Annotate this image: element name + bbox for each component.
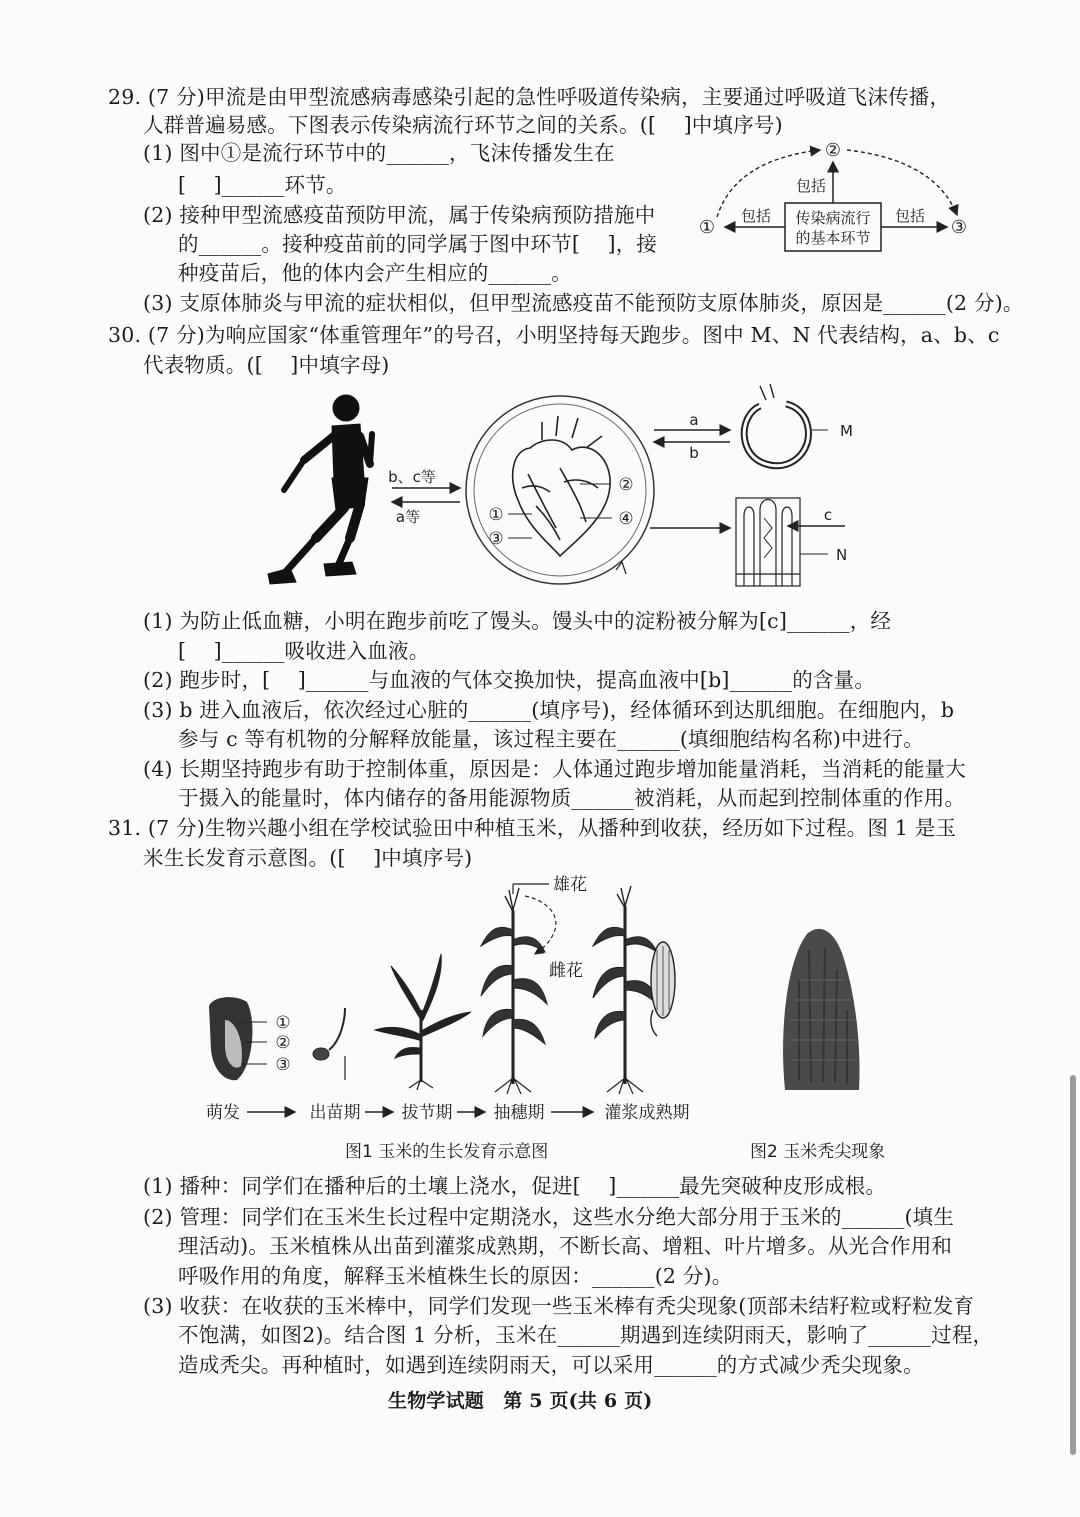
label-female-flower: 雌花 bbox=[549, 961, 583, 981]
q30-sub3-line2: 参与 c 等有机物的分解释放能量，该过程主要在______(填细胞结构名称)中进行。 bbox=[178, 727, 924, 751]
q31-sub2-line1: (2) 管理：同学们在玉米生长过程中定期浇水，这些水分绝大部分用于玉米的______(填生 bbox=[143, 1205, 955, 1229]
label-a-etc: a等 bbox=[395, 508, 421, 526]
label-M: M bbox=[840, 422, 853, 440]
runner-figure bbox=[268, 395, 372, 584]
heart-label-3: ③ bbox=[488, 529, 504, 549]
q31-sub1: (1) 播种：同学们在播种后的土壤上浇水，促进[ ]______最先突破种皮形成根。 bbox=[143, 1174, 887, 1198]
corn-growth-figure bbox=[195, 870, 915, 1128]
node-3: ③ bbox=[950, 217, 968, 238]
heart-illustration bbox=[513, 416, 610, 556]
alveolus-M bbox=[744, 384, 808, 466]
bald-tip-corn-image bbox=[783, 929, 859, 1090]
scrollbar-thumb[interactable] bbox=[1070, 1075, 1076, 1455]
label-c: c bbox=[823, 506, 833, 524]
q29-stem-line2: 人群普遍易感。下图表示传染病流行环节之间的关系。([ ]中填序号) bbox=[143, 113, 783, 137]
epidemic-diagram bbox=[695, 135, 985, 260]
stage-jointing: 拔节期 bbox=[401, 1103, 453, 1123]
node-1: ① bbox=[698, 217, 716, 238]
q29-sub1-line1: (1) 图中①是流行环节中的______，飞沫传播发生在 bbox=[143, 141, 615, 165]
corn-seedling bbox=[313, 1008, 345, 1080]
corn-seed bbox=[209, 997, 267, 1080]
corn-jointing-plant bbox=[375, 954, 471, 1090]
q30-sub1-line2: [ ]______吸收进入血液。 bbox=[178, 639, 430, 663]
include-label-left: 包括 bbox=[740, 207, 772, 225]
q30-sub1-line1: (1) 为防止低血糖，小明在跑步前吃了馒头。馒头中的淀粉被分解为[c]______，经 bbox=[143, 609, 892, 633]
q29-sub1-line2: [ ]______环节。 bbox=[178, 173, 347, 197]
seed-part-3: ③ bbox=[275, 1055, 291, 1075]
heart-label-4: ④ bbox=[618, 509, 634, 529]
label-bc: b、c等 bbox=[388, 468, 436, 486]
q30-sub4-line2: 于摄入的能量时，体内储存的备用能源物质______被消耗，从而起到控制体重的作用。 bbox=[178, 786, 966, 810]
q29-sub2-line3: 种疫苗后，他的体内会产生相应的______。 bbox=[178, 261, 572, 285]
include-label-up: 包括 bbox=[795, 177, 827, 195]
q29-sub2-line2: 的______。接种疫苗前的同学属于图中环节[ ]，接 bbox=[178, 232, 658, 256]
include-label-right: 包括 bbox=[894, 207, 926, 225]
stage-heading: 抽穗期 bbox=[493, 1103, 545, 1123]
q30-stem-line2: 代表物质。([ ]中填字母) bbox=[143, 353, 390, 377]
q30-stem-line1: 30. (7 分)为响应国家“体重管理年”的号召，小明坚持每天跑步。图中 M、N 代表结构，a、b、c bbox=[108, 323, 1000, 347]
q31-sub3-line1: (3) 收获：在收获的玉米棒中，同学们发现一些玉米棒有秃尖现象(顶部未结籽粒或籽粒发育 bbox=[143, 1294, 975, 1318]
corn-mature-plant bbox=[593, 886, 675, 1094]
q31-stem-line1: 31. (7 分)生物兴趣小组在学校试验田中种植玉米，从播种到收获，经历如下过程。图 1 是玉 bbox=[108, 816, 957, 840]
stage-filling-maturity: 灌浆成熟期 bbox=[604, 1103, 690, 1123]
intestine-villus-N bbox=[736, 498, 800, 586]
label-top-a: a bbox=[689, 411, 699, 429]
corn-heading-plant bbox=[481, 888, 547, 1094]
q29-stem-line1: 29. (7 分)甲流是由甲型流感病毒感染引起的急性呼吸道传染病，主要通过呼吸道飞沫传播， bbox=[108, 85, 951, 109]
figure2-caption: 图2 玉米秃尖现象 bbox=[750, 1142, 886, 1162]
label-male-flower: 雄花 bbox=[553, 875, 587, 895]
q29-sub3: (3) 支原体肺炎与甲流的症状相似，但甲型流感疫苗不能预防支原体肺炎，原因是______(2 分)。 bbox=[143, 291, 1024, 315]
label-N: N bbox=[836, 546, 848, 564]
seed-part-1: ① bbox=[275, 1013, 291, 1033]
q30-sub3-line1: (3) b 进入血液后，依次经过心脏的______(填序号)，经体循环到达肌细胞。在细胞内，b bbox=[143, 698, 955, 722]
q30-sub2: (2) 跑步时，[ ]______与血液的气体交换加快，提高血液中[b]______的含量。 bbox=[143, 668, 876, 692]
center-text-1: 传染病流行 bbox=[795, 209, 871, 227]
page-footer: 生物学试题 第 5 页(共 6 页) bbox=[388, 1390, 653, 1412]
stage-emergence: 出苗期 bbox=[309, 1103, 361, 1123]
center-text-2: 的基本环节 bbox=[795, 229, 871, 247]
q31-stem-line2: 米生长发育示意图。([ ]中填序号) bbox=[143, 846, 473, 870]
node-2: ② bbox=[824, 140, 842, 161]
label-top-b: b bbox=[689, 444, 699, 462]
q31-sub3-line3: 造成秃尖。再种植时，如遇到连续阴雨天，可以采用______的方式减少秃尖现象。 bbox=[178, 1353, 924, 1377]
heart-label-2: ② bbox=[618, 475, 634, 495]
runner-heart-figure bbox=[260, 378, 880, 600]
q31-sub2-line2: 理活动)。玉米植株从出苗到灌浆成熟期，不断长高、增粗、叶片增多。从光合作用和 bbox=[178, 1234, 953, 1258]
figure1-caption: 图1 玉米的生长发育示意图 bbox=[345, 1142, 549, 1162]
seed-part-2: ② bbox=[275, 1033, 291, 1053]
stage-germination: 萌发 bbox=[206, 1103, 240, 1123]
q31-sub2-line3: 呼吸作用的角度，解释玉米植株生长的原因：______(2 分)。 bbox=[178, 1264, 733, 1288]
q29-sub2-line1: (2) 接种甲型流感疫苗预防甲流，属于传染病预防措施中 bbox=[143, 203, 656, 227]
heart-label-1: ① bbox=[488, 505, 504, 525]
q30-sub4-line1: (4) 长期坚持跑步有助于控制体重，原因是：人体通过跑步增加能量消耗，当消耗的能量大 bbox=[143, 757, 966, 781]
q31-sub3-line2: 不饱满，如图2)。结合图 1 分析，玉米在______期遇到连续阴雨天，影响了______过程， bbox=[178, 1323, 994, 1347]
